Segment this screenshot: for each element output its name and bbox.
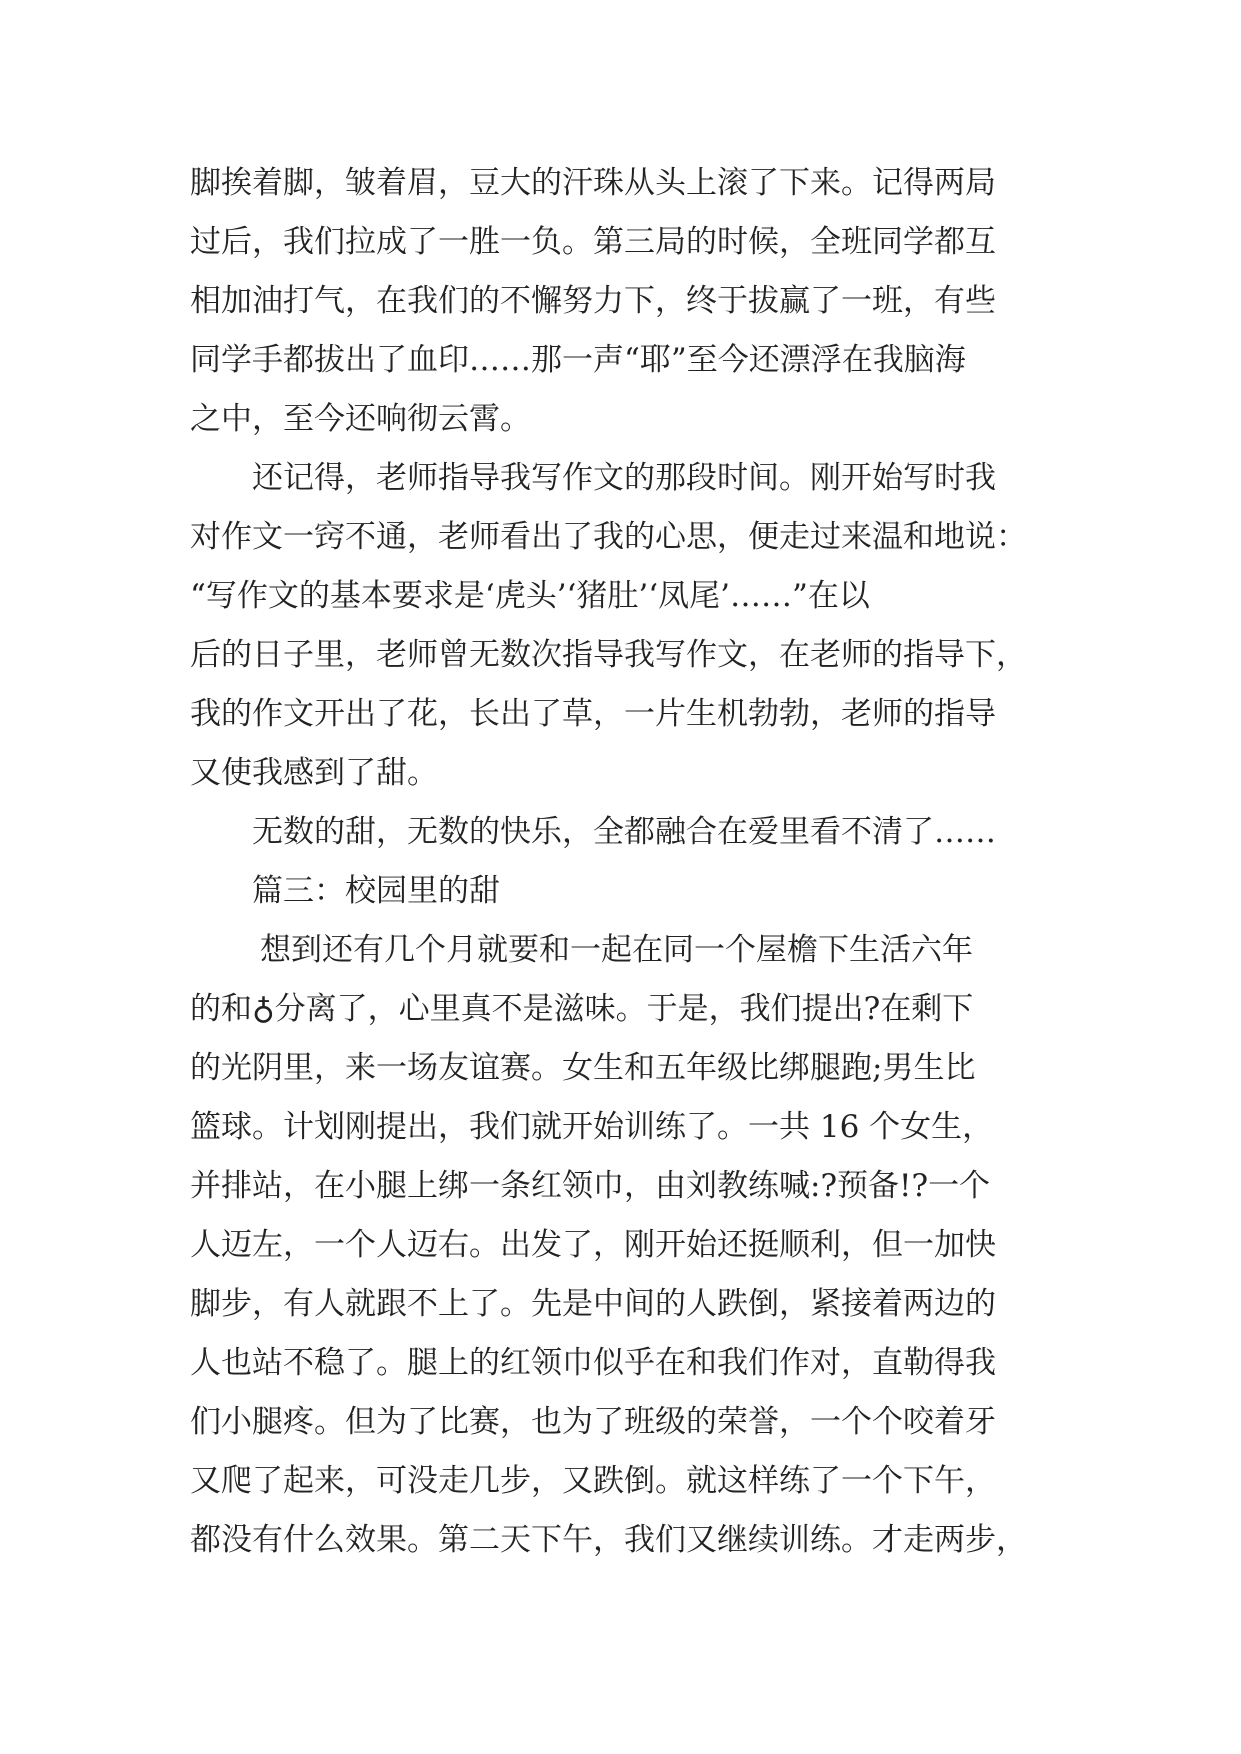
paragraph-line: 我的作文开出了花，长出了草，一片生机勃勃，老师的指导 bbox=[190, 696, 996, 732]
paragraph-line: 的和♁分离了，心里真不是滋味。于是，我们提出?在剩下 bbox=[190, 991, 974, 1027]
paragraph-line: 又爬了起来，可没走几步，又跌倒。就这样练了一个下午， bbox=[190, 1463, 996, 1499]
paragraph-line: 同学手都拔出了血印……那一声“耶”至今还漂浮在我脑海 bbox=[190, 342, 966, 378]
section-heading: 篇三：校园里的甜 bbox=[252, 873, 500, 909]
paragraph-line: 对作文一窍不通，老师看出了我的心思，便走过来温和地说： bbox=[190, 519, 1027, 555]
paragraph-line: 之中，至今还响彻云霄。 bbox=[190, 401, 531, 437]
paragraph-line: “写作文的基本要求是‘虎头’‘猪肚’‘凤尾’……”在以 bbox=[190, 578, 870, 614]
paragraph-line: 们小腿疼。但为了比赛，也为了班级的荣誉，一个个咬着牙 bbox=[190, 1404, 996, 1440]
paragraph-line: 后的日子里，老师曾无数次指导我写作文，在老师的指导下， bbox=[190, 637, 1027, 673]
paragraph-line: 都没有什么效果。第二天下午，我们又继续训练。才走两步， bbox=[190, 1522, 1027, 1558]
paragraph-line: 人迈左，一个人迈右。出发了，刚开始还挺顺利，但一加快 bbox=[190, 1227, 996, 1263]
paragraph-line: 还记得，老师指导我写作文的那段时间。刚开始写时我 bbox=[252, 460, 996, 496]
paragraph-line: 脚步，有人就跟不上了。先是中间的人跌倒，紧接着两边的 bbox=[190, 1286, 996, 1322]
paragraph-line: 脚挨着脚，皱着眉，豆大的汗珠从头上滚了下来。记得两局 bbox=[190, 165, 996, 201]
paragraph-line: 人也站不稳了。腿上的红领巾似乎在和我们作对，直勒得我 bbox=[190, 1345, 996, 1381]
paragraph-line: 又使我感到了甜。 bbox=[190, 755, 438, 791]
paragraph-line: 相加油打气，在我们的不懈努力下，终于拔赢了一班，有些 bbox=[190, 283, 996, 319]
paragraph-line: 想到还有几个月就要和一起在同一个屋檐下生活六年 bbox=[260, 932, 973, 968]
paragraph-line: 过后，我们拉成了一胜一负。第三局的时候，全班同学都互 bbox=[190, 224, 996, 260]
paragraph-line: 的光阴里，来一场友谊赛。女生和五年级比绑腿跑;男生比 bbox=[190, 1050, 976, 1086]
paragraph-line: 并排站，在小腿上绑一条红领巾，由刘教练喊:?预备!?一个 bbox=[190, 1168, 991, 1204]
paragraph-line: 篮球。计划刚提出，我们就开始训练了。一共 16 个女生， bbox=[190, 1109, 994, 1145]
paragraph-line: 无数的甜，无数的快乐，全都融合在爱里看不清了…… bbox=[252, 814, 996, 850]
